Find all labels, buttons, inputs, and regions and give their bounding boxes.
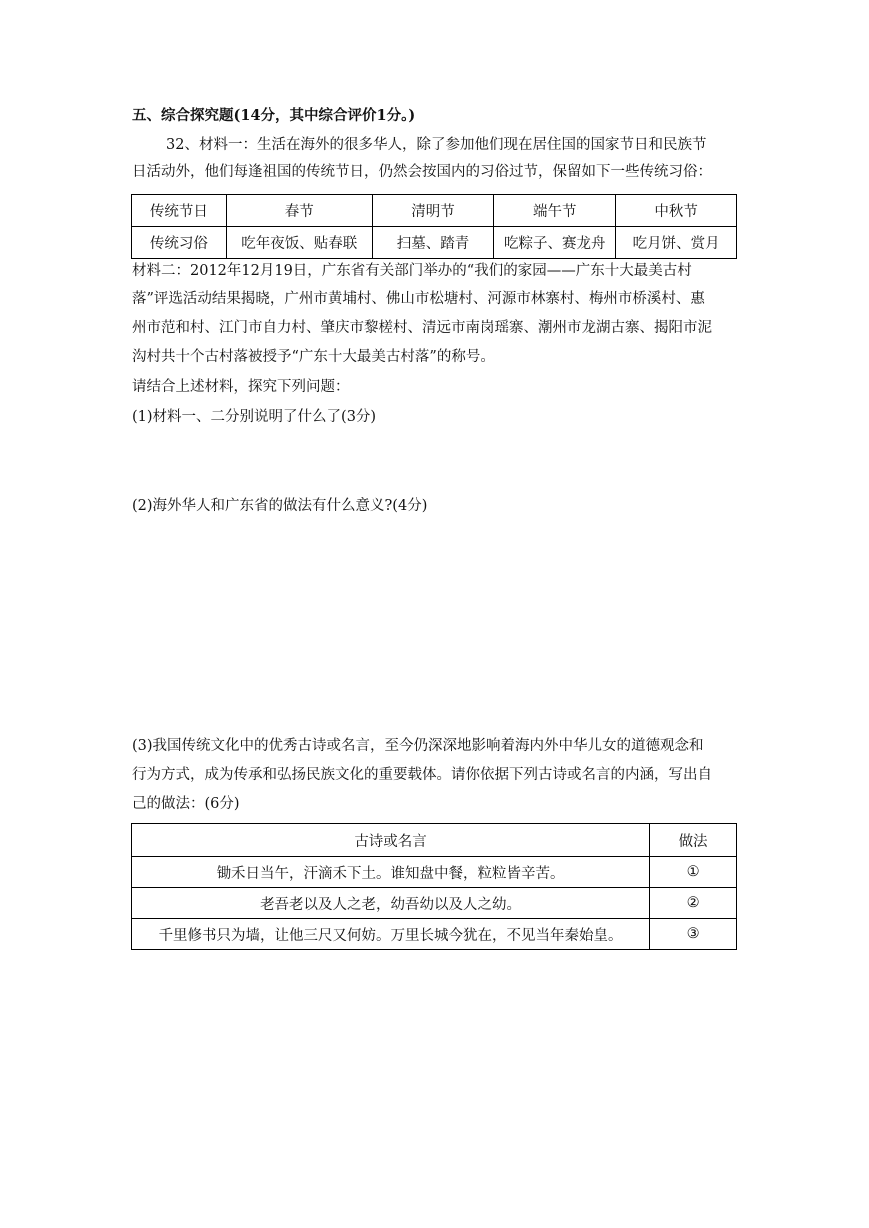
- answer-cell: ②: [650, 888, 737, 919]
- table-row: [132, 227, 737, 259]
- table-header-cell: 清明节: [372, 195, 494, 227]
- table-cell: 吃年夜饭、贴春联: [226, 227, 372, 259]
- table-row: [132, 857, 737, 888]
- sub-question-2: (2)海外华人和广东省的做法有什么意义?(4分): [132, 498, 428, 514]
- section-heading: 五、综合探究题(14分，其中综合评价1分。): [132, 107, 416, 124]
- table-cell: 千里修书只为墙，让他三尺又何妨。万里长城今犹在，不见当年秦始皇。: [132, 919, 650, 950]
- sub-question-1: (1)材料一、二分别说明了什么了(3分): [132, 409, 377, 425]
- material1-line-2: 日活动外，他们每逢祖国的传统节日，仍然会按国内的习俗过节，保留如下一些传统习俗：: [132, 164, 712, 180]
- table-cell: 扫墓、踏青: [372, 227, 494, 259]
- sub-question-3-line-1: (3)我国传统文化中的优秀古诗或名言，至今仍深深地影响着海内外中华儿女的道德观念和: [132, 738, 704, 754]
- festival-table: [131, 194, 737, 259]
- table-cell: 吃粽子、赛龙舟: [494, 227, 616, 259]
- material2-line-1: 材料二：2012年12月19日，广东省有关部门举办的“我们的家园——广东十大最美古村: [132, 263, 692, 279]
- material1-line-1: 32、材料一：生活在海外的很多华人，除了参加他们现在居住国的国家节日和民族节: [166, 137, 707, 153]
- table-row: [132, 824, 737, 857]
- question-prompt: 请结合上述材料，探究下列问题：: [132, 379, 350, 395]
- material2-line-4: 沟村共十个古村落被授予“广东十大最美古村落”的称号。: [132, 349, 495, 365]
- table-cell: 吃月饼、赏月: [616, 227, 737, 259]
- table-row: [132, 919, 737, 950]
- answer-cell: ③: [650, 919, 737, 950]
- material2-line-3: 州市范和村、江门市自力村、肇庆市黎槎村、清远市南岗瑶寨、潮州市龙湖古寨、揭阳市泥: [132, 320, 712, 336]
- material2-line-2: 落”评选活动结果揭晓，广州市黄埔村、佛山市松塘村、河源市林寨村、梅州市桥溪村、惠: [132, 291, 705, 307]
- table-header-cell: 中秋节: [616, 195, 737, 227]
- table-header-cell: 古诗或名言: [132, 824, 650, 857]
- table-cell: 锄禾日当午，汗滴禾下土。谁知盘中餐，粒粒皆辛苦。: [132, 857, 650, 888]
- table-row: [132, 195, 737, 227]
- table-cell: 传统习俗: [132, 227, 227, 259]
- table-row: [132, 888, 737, 919]
- table-cell: 老吾老以及人之老，幼吾幼以及人之幼。: [132, 888, 650, 919]
- sub-question-3-line-3: 己的做法：(6分): [132, 796, 240, 812]
- table-header-cell: 春节: [226, 195, 372, 227]
- poem-table: [131, 823, 737, 950]
- table-header-cell: 做法: [650, 824, 737, 857]
- answer-cell: ①: [650, 857, 737, 888]
- table-header-cell: 端午节: [494, 195, 616, 227]
- sub-question-3-line-2: 行为方式，成为传承和弘扬民族文化的重要载体。请你依据下列古诗或名言的内涵，写出自: [132, 767, 712, 783]
- table-header-cell: 传统节日: [132, 195, 227, 227]
